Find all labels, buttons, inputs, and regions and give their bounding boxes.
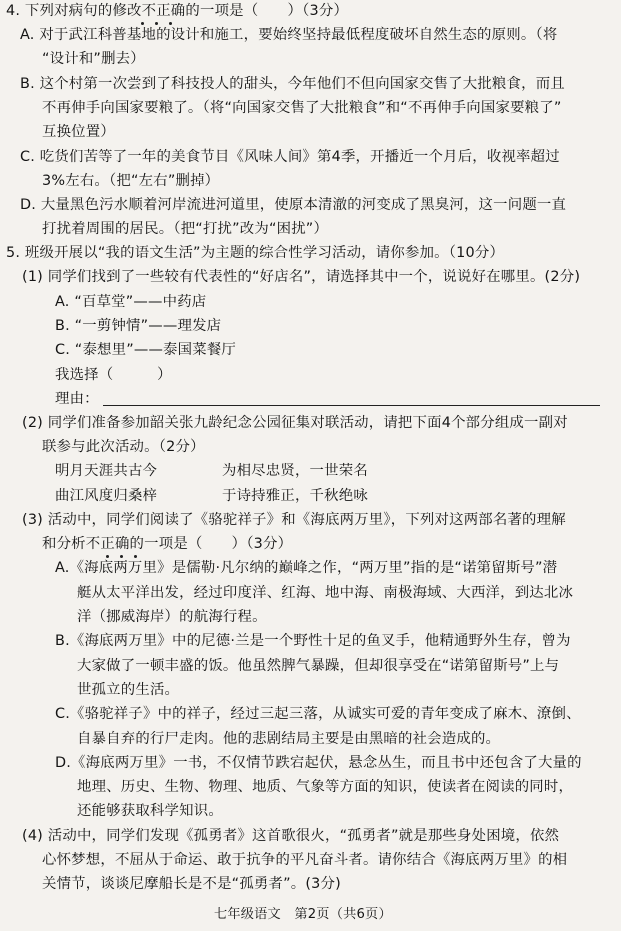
q4-option-d-line1: D. 大量黑色污水顺着河岸流进河道里，使原本清澈的河变成了黑臭河，这一问题一直 [20,197,567,213]
q4-option-b-line2: 不再伸手向国家要粮了。（将“向国家交售了大批粮食”和“不再伸手向国家要粮了” [42,100,562,116]
emphasis-dot [155,22,158,25]
q4-option-a-line1: A. 对于武江科普基地的设计和施工，要始终坚持最低程度破坏自然生态的原则。（将 [20,27,558,43]
answer-line[interactable] [103,405,600,406]
q5-sub1-choice: 我选择（ ） [55,367,172,383]
q4-option-a-line2: “设计和”删去） [42,51,145,67]
q4-option-b-line1: B. 这个村第一次尝到了科技投人的甜头，今年他们不但向国家交售了大批粮食，而且 [20,76,565,92]
emphasis-dot [169,22,172,25]
q5-sub3-option-c-line2: 自暴自弃的行尸走肉。他的悲剧结局主要是由黑暗的社会造成的。 [77,731,501,747]
couplet-part-4: 于诗持雅正，千秋绝咏 [222,488,368,504]
q5-sub3-option-d-line2: 地理、历史、生物、物理、地质、气象等方面的知识，使读者在阅读的同时， [77,779,574,795]
q5-sub2-line2: 联参与此次活动。（2分） [42,439,205,455]
couplet-part-1: 明月天涯共古今 [55,463,158,479]
q5-sub4-line1: (4) 活动中，同学们发现《孤勇者》这首歌很火，“孤勇者”就是那些身处困境，依然 [22,828,560,844]
q5-sub4-line2: 心怀梦想，不屈从于命运、敢于抗争的平凡奋斗者。请你结合《海底两万里》的相 [42,852,568,868]
q5-sub3-line1: (3) 活动中，同学们阅读了《骆驼祥子》和《海底两万里》，下列对这两部名著的理解 [22,512,566,528]
q5-sub3-option-c-line1: C.《骆驼祥子》中的祥子，经过三起三落，从诚实可爱的青年变成了麻木、潦倒、 [55,706,581,722]
couplet-part-2: 为相尽忠贤，一世荣名 [222,463,368,479]
page-footer: 七年级语文 第2页（共6页） [214,907,392,922]
q5-sub1-reason-label: 理由： [55,391,99,407]
q5-stem: 5. 班级开展以“我的语文生活”为主题的综合性学习活动，请你参加。（10分） [6,245,505,261]
q5-sub3-option-a-line1: A.《海底两万里》是儒勒·凡尔纳的巅峰之作，“两万里”指的是“诺第留斯号”潜 [55,560,558,576]
q4-option-b-line3: 互换位置） [42,124,115,140]
q5-sub4-line3: 关情节，谈谈尼摩船长是不是“孤勇者”。(3分) [42,876,341,892]
q4-option-d-line2: 打扰着周围的居民。（把“打扰”改为“困扰”） [42,221,329,237]
q5-sub3-option-a-line3: 洋（挪威海岸）的航海行程。 [77,609,267,625]
q5-sub1-stem: (1) 同学们找到了一些较有代表性的“好店名”，请选择其中一个，说说好在哪里。(2分) [22,269,581,285]
emphasis-dot [134,555,137,558]
q5-sub3-option-a-line2: 艇从太平洋出发，经过印度洋、红海、地中海、南极海域、大西洋，到达北冰 [77,585,574,601]
emphasis-dot [141,22,144,25]
q5-sub3-option-d-line3: 还能够获取科学知识。 [77,803,223,819]
q5-sub3-option-d-line1: D.《海底两万里》一书，不仅情节跌宕起伏，悬念丛生，而且书中还包含了大量的 [55,755,582,771]
q5-sub3-line2: 和分析不正确的一项是（ ）（3分） [42,536,293,552]
q4-option-c-line2: 3%左右。（把“左右”删掉） [42,173,220,189]
q5-sub1-option-a: A. “百草堂”——中药店 [55,294,207,310]
emphasis-dot [106,555,109,558]
q5-sub3-option-b-line2: 大家做了一顿丰盛的饭。他虽然脾气暴躁，但却很享受在“诺第留斯号”上与 [77,658,560,674]
q5-sub3-option-b-line3: 世孤立的生活。 [77,682,180,698]
q4-option-c-line1: C. 吃货们苦等了一年的美食节目《风味人间》第4季，开播近一个月后，收视率超过 [20,149,560,165]
couplet-part-3: 曲江风度归桑梓 [55,488,158,504]
q5-sub1-option-c: C. “泰想里”——泰国菜餐厅 [55,342,237,358]
emphasis-dot [120,555,123,558]
q5-sub2-line1: (2) 同学们准备参加韶关张九龄纪念公园征集对联活动，请把下面4个部分组成一副对 [22,415,568,431]
q4-stem: 4. 下列对病句的修改不正确的一项是（ ）（3分） [6,3,349,19]
q5-sub3-option-b-line1: B.《海底两万里》中的尼德·兰是一个野性十足的鱼叉手，他精通野外生存，曾为 [55,633,571,649]
q5-sub1-option-b: B. “一剪钟情”——理发店 [55,318,222,334]
